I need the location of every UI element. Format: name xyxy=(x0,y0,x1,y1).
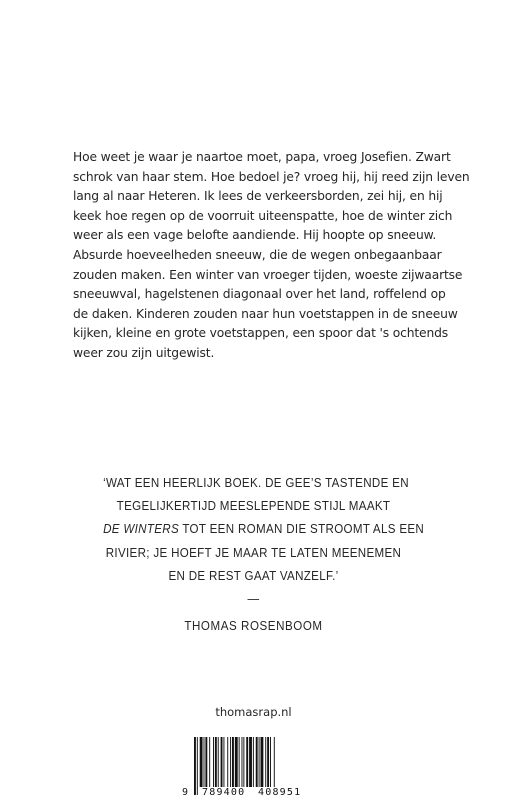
blurb-line: sneeuwval, hagelstenen diagonaal over het land, roffelend op xyxy=(73,287,446,302)
blurb-line: Absurde hoeveelheden sneeuw, die de wegen onbegaanbaar xyxy=(73,247,442,262)
quote-line-3-rest: TOT EEN ROMAN DIE STROOMT ALS EEN xyxy=(179,522,425,537)
blurb-line: keek hoe regen op de voorruit uiteenspatte, hoe de winter zich xyxy=(73,208,453,223)
quote-line-4: RIVIER; JE HOEFT JE MAAR TE LATEN MEENEMEN xyxy=(105,545,402,560)
barcode-left-group: 789400 xyxy=(202,787,246,798)
quote-dash: — xyxy=(247,592,260,607)
isbn-barcode xyxy=(182,737,328,799)
blurb-line: kijken, kleine en grote voetstappen, een spoor dat 's ochtends xyxy=(73,326,449,341)
quote-line-2: TEGELIJKERTIJD MEESLEPENDE STIJL MAAKT xyxy=(116,499,391,514)
book-title: DE WINTERS xyxy=(103,522,180,537)
quote-line-1: ‘WAT EEN HEERLIJK BOEK. DE GEE’S TASTENDE EN xyxy=(103,476,409,490)
blurb-line: zouden maken. Een winter van vroeger tijden, woeste zijwaartse xyxy=(73,267,463,282)
blurb-line: lang al naar Heteren. Ik lees de verkeersborden, zei hij, en hij xyxy=(73,189,443,204)
quote-author: THOMAS ROSENBOOM xyxy=(184,619,323,634)
blurb-line: de daken. Kinderen zouden naar hun voetstappen in de sneeuw xyxy=(73,306,458,321)
blurb-line: weer zou zijn uitgewist. xyxy=(73,345,215,360)
barcode-right-group: 408951 xyxy=(258,787,302,798)
blurb-line: Hoe weet je waar je naartoe moet, papa, vroeg Josefien. Zwart xyxy=(73,150,451,164)
back-cover-blurb xyxy=(73,148,470,364)
blurb-line: schrok van haar stem. Hoe bedoel je? vroeg hij, hij reed zijn leven xyxy=(73,169,470,184)
quote-line-5: EN DE REST GAAT VANZELF.’ xyxy=(168,568,339,583)
review-quote xyxy=(103,472,425,638)
barcode-first-digit: 9 xyxy=(182,787,190,798)
publisher-website: thomasrap.nl xyxy=(215,705,292,719)
blurb-line: weer als een vage belofte aandiende. Hij hoopte op sneeuw. xyxy=(73,228,437,243)
quote-line-3 xyxy=(103,518,425,541)
